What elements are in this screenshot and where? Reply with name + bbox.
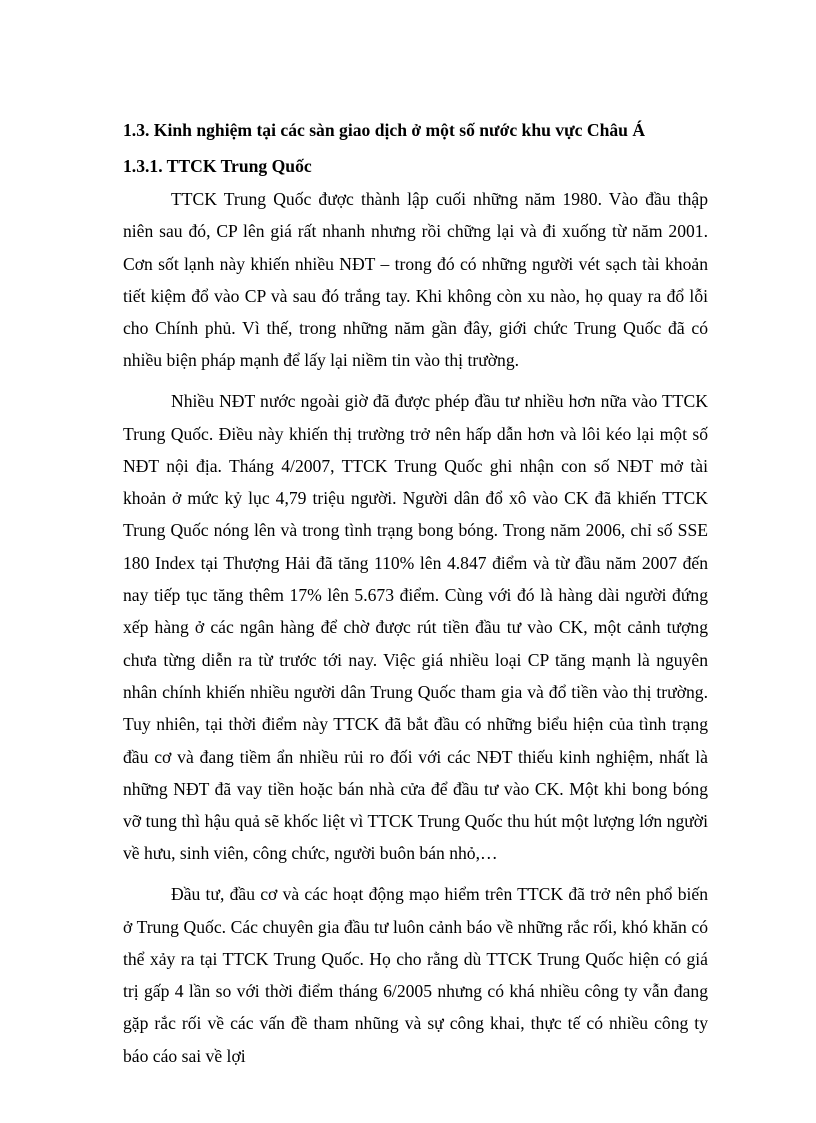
paragraph-3: Đầu tư, đầu cơ và các hoạt động mạo hiểm trên TTCK đã trở nên phổ biến ở Trung Quốc. Các chuyên gia đầu tư luôn cảnh báo về những rắc rối, khó khăn có thể xảy ra tại TTCK Trung Quốc. Họ cho rằng dù TTCK Trung Quốc hiện có giá trị gấp 4 lần so với thời điểm tháng 6/2005 nhưng có khá nhiều công ty vẫn đang gặp rắc rối về các vấn đề tham nhũng và sự công khai, thực tế có nhiều công ty báo cáo sai về lợi xyxy=(123,884,708,1066)
subsection-heading: 1.3.1. TTCK Trung Quốc xyxy=(123,156,312,176)
section-heading: 1.3. Kinh nghiệm tại các sàn giao dịch ở một số nước khu vực Châu Á xyxy=(123,120,646,140)
document-page xyxy=(123,113,708,1081)
paragraph-1: TTCK Trung Quốc được thành lập cuối những năm 1980. Vào đầu thập niên sau đó, CP lên giá rất nhanh nhưng rồi chững lại và đi xuống từ năm 2001. Cơn sốt lạnh này khiến nhiều NĐT – trong đó có những người vét sạch tài khoản tiết kiệm đổ vào CP và sau đó trắng tay. Khi không còn xu nào, họ quay ra đổ lỗi cho Chính phủ. Vì thế, trong những năm gần đây, giới chức Trung Quốc đã có nhiều biện pháp mạnh để lấy lại niềm tin vào thị trường. xyxy=(123,189,708,371)
paragraph-2: Nhiều NĐT nước ngoài giờ đã được phép đầu tư nhiều hơn nữa vào TTCK Trung Quốc. Điều này khiến thị trường trở nên hấp dẫn hơn và lôi kéo lại một số NĐT nội địa. Tháng 4/2007, TTCK Trung Quốc ghi nhận con số NĐT mở tài khoản ở mức kỷ lục 4,79 triệu người. Người dân đổ xô vào CK đã khiến TTCK Trung Quốc nóng lên và trong tình trạng bong bóng. Trong năm 2006, chỉ số SSE 180 Index tại Thượng Hải đã tăng 110% lên 4.847 điểm và từ đầu năm 2007 đến nay tiếp tục tăng thêm 17% lên 5.673 điểm. Cùng với đó là hàng dài người đứng xếp hàng ở các ngân hàng để chờ được rút tiền đầu tư vào CK, một cảnh tượng chưa từng diễn ra từ trước tới nay. Việc giá nhiều loại CP tăng mạnh là nguyên nhân chính khiến nhiều người dân Trung Quốc tham gia và đổ tiền vào thị trường. Tuy nhiên, tại thời điểm này TTCK đã bắt đầu có những biểu hiện của tình trạng đầu cơ và đang tiềm ẩn nhiều rủi ro đối với các NĐT thiếu kinh nghiệm, nhất là những NĐT đã vay tiền hoặc bán nhà cửa để đầu tư vào CK. Một khi bong bóng vỡ tung thì hậu quả sẽ khốc liệt vì TTCK Trung Quốc thu hút một lượng lớn người về hưu, sinh viên, công chức, người buôn bán nhỏ,… xyxy=(123,391,708,864)
